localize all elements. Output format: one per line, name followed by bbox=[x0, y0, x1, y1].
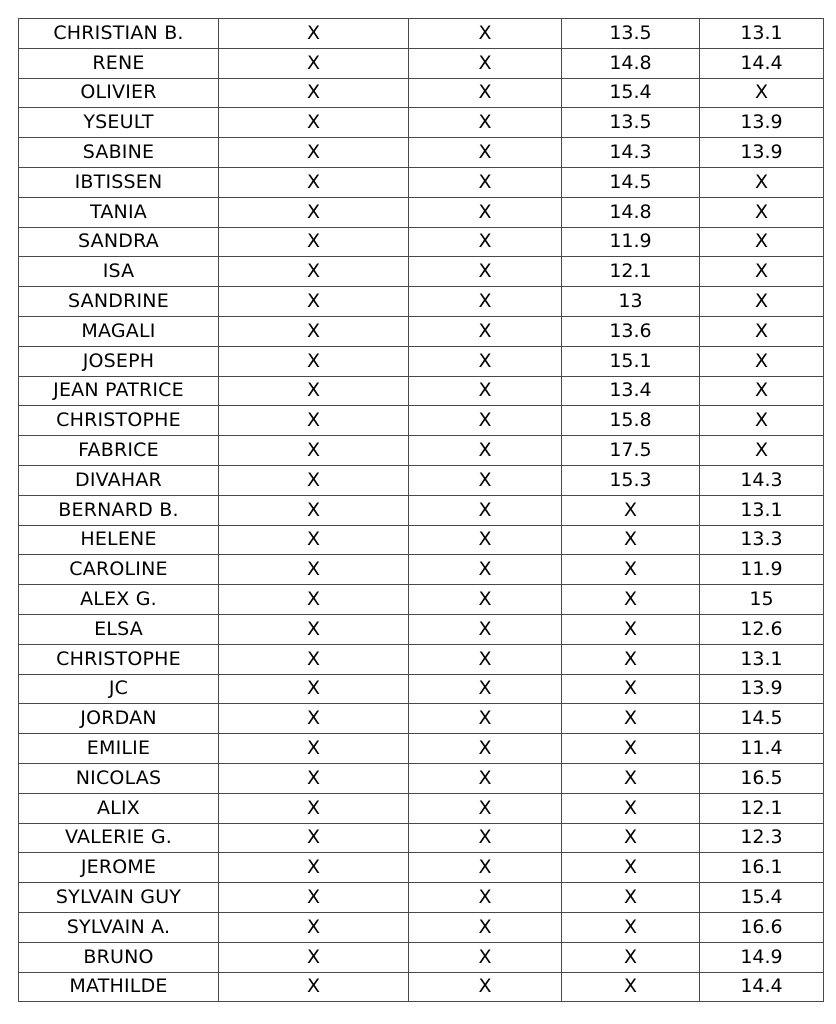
column-2-cell: X bbox=[219, 48, 409, 78]
name-cell: OLIVIER bbox=[19, 78, 219, 108]
column-3-cell: X bbox=[409, 793, 562, 823]
table-row bbox=[19, 853, 824, 883]
column-4-cell: 14.3 bbox=[562, 138, 700, 168]
column-5-cell: 13.1 bbox=[700, 644, 824, 674]
column-5-cell: X bbox=[700, 78, 824, 108]
column-5-cell: 16.5 bbox=[700, 763, 824, 793]
name-cell: HELENE bbox=[19, 525, 219, 555]
column-4-cell: X bbox=[562, 674, 700, 704]
column-4-cell: 13.5 bbox=[562, 108, 700, 138]
name-cell: MATHILDE bbox=[19, 972, 219, 1002]
column-5-cell: 14.4 bbox=[700, 48, 824, 78]
name-cell: DIVAHAR bbox=[19, 465, 219, 495]
table-row bbox=[19, 167, 824, 197]
column-3-cell: X bbox=[409, 257, 562, 287]
column-2-cell: X bbox=[219, 793, 409, 823]
column-2-cell: X bbox=[219, 495, 409, 525]
column-2-cell: X bbox=[219, 167, 409, 197]
column-4-cell: X bbox=[562, 614, 700, 644]
column-2-cell: X bbox=[219, 704, 409, 734]
column-5-cell: X bbox=[700, 406, 824, 436]
column-4-cell: X bbox=[562, 585, 700, 615]
name-cell: JEAN PATRICE bbox=[19, 376, 219, 406]
column-2-cell: X bbox=[219, 406, 409, 436]
column-5-cell: 11.4 bbox=[700, 734, 824, 764]
column-3-cell: X bbox=[409, 436, 562, 466]
name-cell: ALIX bbox=[19, 793, 219, 823]
column-5-cell: 13.9 bbox=[700, 674, 824, 704]
name-cell: FABRICE bbox=[19, 436, 219, 466]
name-cell: JORDAN bbox=[19, 704, 219, 734]
name-cell: CAROLINE bbox=[19, 555, 219, 585]
column-4-cell: X bbox=[562, 912, 700, 942]
table-row bbox=[19, 48, 824, 78]
column-4-cell: X bbox=[562, 704, 700, 734]
column-4-cell: 15.3 bbox=[562, 465, 700, 495]
column-2-cell: X bbox=[219, 287, 409, 317]
column-3-cell: X bbox=[409, 972, 562, 1002]
name-cell: SYLVAIN GUY bbox=[19, 883, 219, 913]
column-4-cell: 14.8 bbox=[562, 197, 700, 227]
column-4-cell: X bbox=[562, 793, 700, 823]
table-row bbox=[19, 436, 824, 466]
column-2-cell: X bbox=[219, 138, 409, 168]
column-3-cell: X bbox=[409, 912, 562, 942]
column-5-cell: 13.1 bbox=[700, 495, 824, 525]
table-row bbox=[19, 465, 824, 495]
column-5-cell: 16.6 bbox=[700, 912, 824, 942]
table-row bbox=[19, 197, 824, 227]
column-4-cell: X bbox=[562, 972, 700, 1002]
name-cell: IBTISSEN bbox=[19, 167, 219, 197]
column-2-cell: X bbox=[219, 942, 409, 972]
column-3-cell: X bbox=[409, 167, 562, 197]
column-3-cell: X bbox=[409, 674, 562, 704]
column-3-cell: X bbox=[409, 853, 562, 883]
column-5-cell: X bbox=[700, 436, 824, 466]
column-4-cell: X bbox=[562, 823, 700, 853]
column-4-cell: 17.5 bbox=[562, 436, 700, 466]
column-2-cell: X bbox=[219, 614, 409, 644]
column-4-cell: X bbox=[562, 883, 700, 913]
table-row bbox=[19, 823, 824, 853]
column-2-cell: X bbox=[219, 19, 409, 49]
column-3-cell: X bbox=[409, 823, 562, 853]
column-2-cell: X bbox=[219, 376, 409, 406]
column-4-cell: 14.8 bbox=[562, 48, 700, 78]
column-4-cell: X bbox=[562, 644, 700, 674]
column-5-cell: 15 bbox=[700, 585, 824, 615]
name-cell: SYLVAIN A. bbox=[19, 912, 219, 942]
table-row bbox=[19, 644, 824, 674]
column-2-cell: X bbox=[219, 734, 409, 764]
table-row bbox=[19, 555, 824, 585]
column-3-cell: X bbox=[409, 316, 562, 346]
column-5-cell: X bbox=[700, 287, 824, 317]
table-row bbox=[19, 793, 824, 823]
column-2-cell: X bbox=[219, 78, 409, 108]
column-2-cell: X bbox=[219, 227, 409, 257]
column-3-cell: X bbox=[409, 346, 562, 376]
table-row bbox=[19, 257, 824, 287]
table-row bbox=[19, 19, 824, 49]
column-4-cell: X bbox=[562, 555, 700, 585]
column-5-cell: X bbox=[700, 257, 824, 287]
column-2-cell: X bbox=[219, 763, 409, 793]
table-row bbox=[19, 674, 824, 704]
column-2-cell: X bbox=[219, 346, 409, 376]
name-cell: JC bbox=[19, 674, 219, 704]
column-5-cell: 13.9 bbox=[700, 138, 824, 168]
column-4-cell: 13.4 bbox=[562, 376, 700, 406]
name-cell: JOSEPH bbox=[19, 346, 219, 376]
table-row bbox=[19, 108, 824, 138]
column-2-cell: X bbox=[219, 197, 409, 227]
column-5-cell: 14.4 bbox=[700, 972, 824, 1002]
column-2-cell: X bbox=[219, 465, 409, 495]
column-5-cell: X bbox=[700, 197, 824, 227]
column-2-cell: X bbox=[219, 257, 409, 287]
table-row bbox=[19, 406, 824, 436]
table-row bbox=[19, 763, 824, 793]
table-row bbox=[19, 734, 824, 764]
column-5-cell: 16.1 bbox=[700, 853, 824, 883]
table-row bbox=[19, 495, 824, 525]
column-2-cell: X bbox=[219, 108, 409, 138]
table-row bbox=[19, 227, 824, 257]
column-5-cell: 14.3 bbox=[700, 465, 824, 495]
column-5-cell: 14.5 bbox=[700, 704, 824, 734]
table-row bbox=[19, 316, 824, 346]
name-cell: CHRISTOPHE bbox=[19, 644, 219, 674]
name-cell: NICOLAS bbox=[19, 763, 219, 793]
name-cell: SANDRINE bbox=[19, 287, 219, 317]
column-2-cell: X bbox=[219, 883, 409, 913]
table-row bbox=[19, 704, 824, 734]
column-4-cell: 13.5 bbox=[562, 19, 700, 49]
column-4-cell: 12.1 bbox=[562, 257, 700, 287]
name-cell: SANDRA bbox=[19, 227, 219, 257]
column-2-cell: X bbox=[219, 555, 409, 585]
column-4-cell: 15.1 bbox=[562, 346, 700, 376]
name-cell: TANIA bbox=[19, 197, 219, 227]
column-3-cell: X bbox=[409, 495, 562, 525]
table-row bbox=[19, 972, 824, 1002]
results-table bbox=[18, 18, 824, 1002]
column-4-cell: X bbox=[562, 495, 700, 525]
name-cell: CHRISTOPHE bbox=[19, 406, 219, 436]
column-3-cell: X bbox=[409, 287, 562, 317]
column-2-cell: X bbox=[219, 972, 409, 1002]
name-cell: ISA bbox=[19, 257, 219, 287]
column-5-cell: 12.6 bbox=[700, 614, 824, 644]
column-3-cell: X bbox=[409, 883, 562, 913]
table-row bbox=[19, 614, 824, 644]
column-4-cell: 11.9 bbox=[562, 227, 700, 257]
column-3-cell: X bbox=[409, 704, 562, 734]
column-4-cell: 13 bbox=[562, 287, 700, 317]
column-4-cell: 15.8 bbox=[562, 406, 700, 436]
column-3-cell: X bbox=[409, 734, 562, 764]
name-cell: SABINE bbox=[19, 138, 219, 168]
column-3-cell: X bbox=[409, 644, 562, 674]
name-cell: RENE bbox=[19, 48, 219, 78]
table-row bbox=[19, 78, 824, 108]
column-3-cell: X bbox=[409, 555, 562, 585]
name-cell: YSEULT bbox=[19, 108, 219, 138]
column-3-cell: X bbox=[409, 197, 562, 227]
name-cell: MAGALI bbox=[19, 316, 219, 346]
column-3-cell: X bbox=[409, 585, 562, 615]
column-5-cell: 12.3 bbox=[700, 823, 824, 853]
column-4-cell: X bbox=[562, 763, 700, 793]
column-4-cell: X bbox=[562, 734, 700, 764]
column-5-cell: X bbox=[700, 227, 824, 257]
column-3-cell: X bbox=[409, 376, 562, 406]
name-cell: CHRISTIAN B. bbox=[19, 19, 219, 49]
column-4-cell: 14.5 bbox=[562, 167, 700, 197]
column-3-cell: X bbox=[409, 406, 562, 436]
name-cell: EMILIE bbox=[19, 734, 219, 764]
table-row bbox=[19, 525, 824, 555]
name-cell: VALERIE G. bbox=[19, 823, 219, 853]
table-row bbox=[19, 912, 824, 942]
column-2-cell: X bbox=[219, 912, 409, 942]
column-5-cell: 13.3 bbox=[700, 525, 824, 555]
name-cell: BERNARD B. bbox=[19, 495, 219, 525]
column-5-cell: X bbox=[700, 346, 824, 376]
column-2-cell: X bbox=[219, 644, 409, 674]
column-5-cell: 13.1 bbox=[700, 19, 824, 49]
table-row bbox=[19, 376, 824, 406]
column-2-cell: X bbox=[219, 436, 409, 466]
column-4-cell: X bbox=[562, 525, 700, 555]
column-3-cell: X bbox=[409, 465, 562, 495]
column-4-cell: 13.6 bbox=[562, 316, 700, 346]
table-row bbox=[19, 942, 824, 972]
column-3-cell: X bbox=[409, 227, 562, 257]
column-2-cell: X bbox=[219, 316, 409, 346]
column-3-cell: X bbox=[409, 108, 562, 138]
table-row bbox=[19, 346, 824, 376]
column-5-cell: X bbox=[700, 167, 824, 197]
column-3-cell: X bbox=[409, 48, 562, 78]
name-cell: ALEX G. bbox=[19, 585, 219, 615]
table-row bbox=[19, 585, 824, 615]
column-5-cell: 14.9 bbox=[700, 942, 824, 972]
name-cell: ELSA bbox=[19, 614, 219, 644]
column-3-cell: X bbox=[409, 614, 562, 644]
column-5-cell: X bbox=[700, 376, 824, 406]
table-row bbox=[19, 287, 824, 317]
table-row bbox=[19, 138, 824, 168]
table-row bbox=[19, 883, 824, 913]
column-3-cell: X bbox=[409, 763, 562, 793]
column-3-cell: X bbox=[409, 138, 562, 168]
column-4-cell: X bbox=[562, 942, 700, 972]
column-3-cell: X bbox=[409, 78, 562, 108]
column-2-cell: X bbox=[219, 674, 409, 704]
column-5-cell: X bbox=[700, 316, 824, 346]
column-3-cell: X bbox=[409, 525, 562, 555]
column-5-cell: 15.4 bbox=[700, 883, 824, 913]
column-2-cell: X bbox=[219, 585, 409, 615]
name-cell: JEROME bbox=[19, 853, 219, 883]
column-5-cell: 12.1 bbox=[700, 793, 824, 823]
column-4-cell: X bbox=[562, 853, 700, 883]
name-cell: BRUNO bbox=[19, 942, 219, 972]
column-4-cell: 15.4 bbox=[562, 78, 700, 108]
results-table-body bbox=[19, 19, 824, 1002]
column-5-cell: 13.9 bbox=[700, 108, 824, 138]
column-3-cell: X bbox=[409, 19, 562, 49]
column-2-cell: X bbox=[219, 823, 409, 853]
column-5-cell: 11.9 bbox=[700, 555, 824, 585]
column-2-cell: X bbox=[219, 853, 409, 883]
column-3-cell: X bbox=[409, 942, 562, 972]
column-2-cell: X bbox=[219, 525, 409, 555]
